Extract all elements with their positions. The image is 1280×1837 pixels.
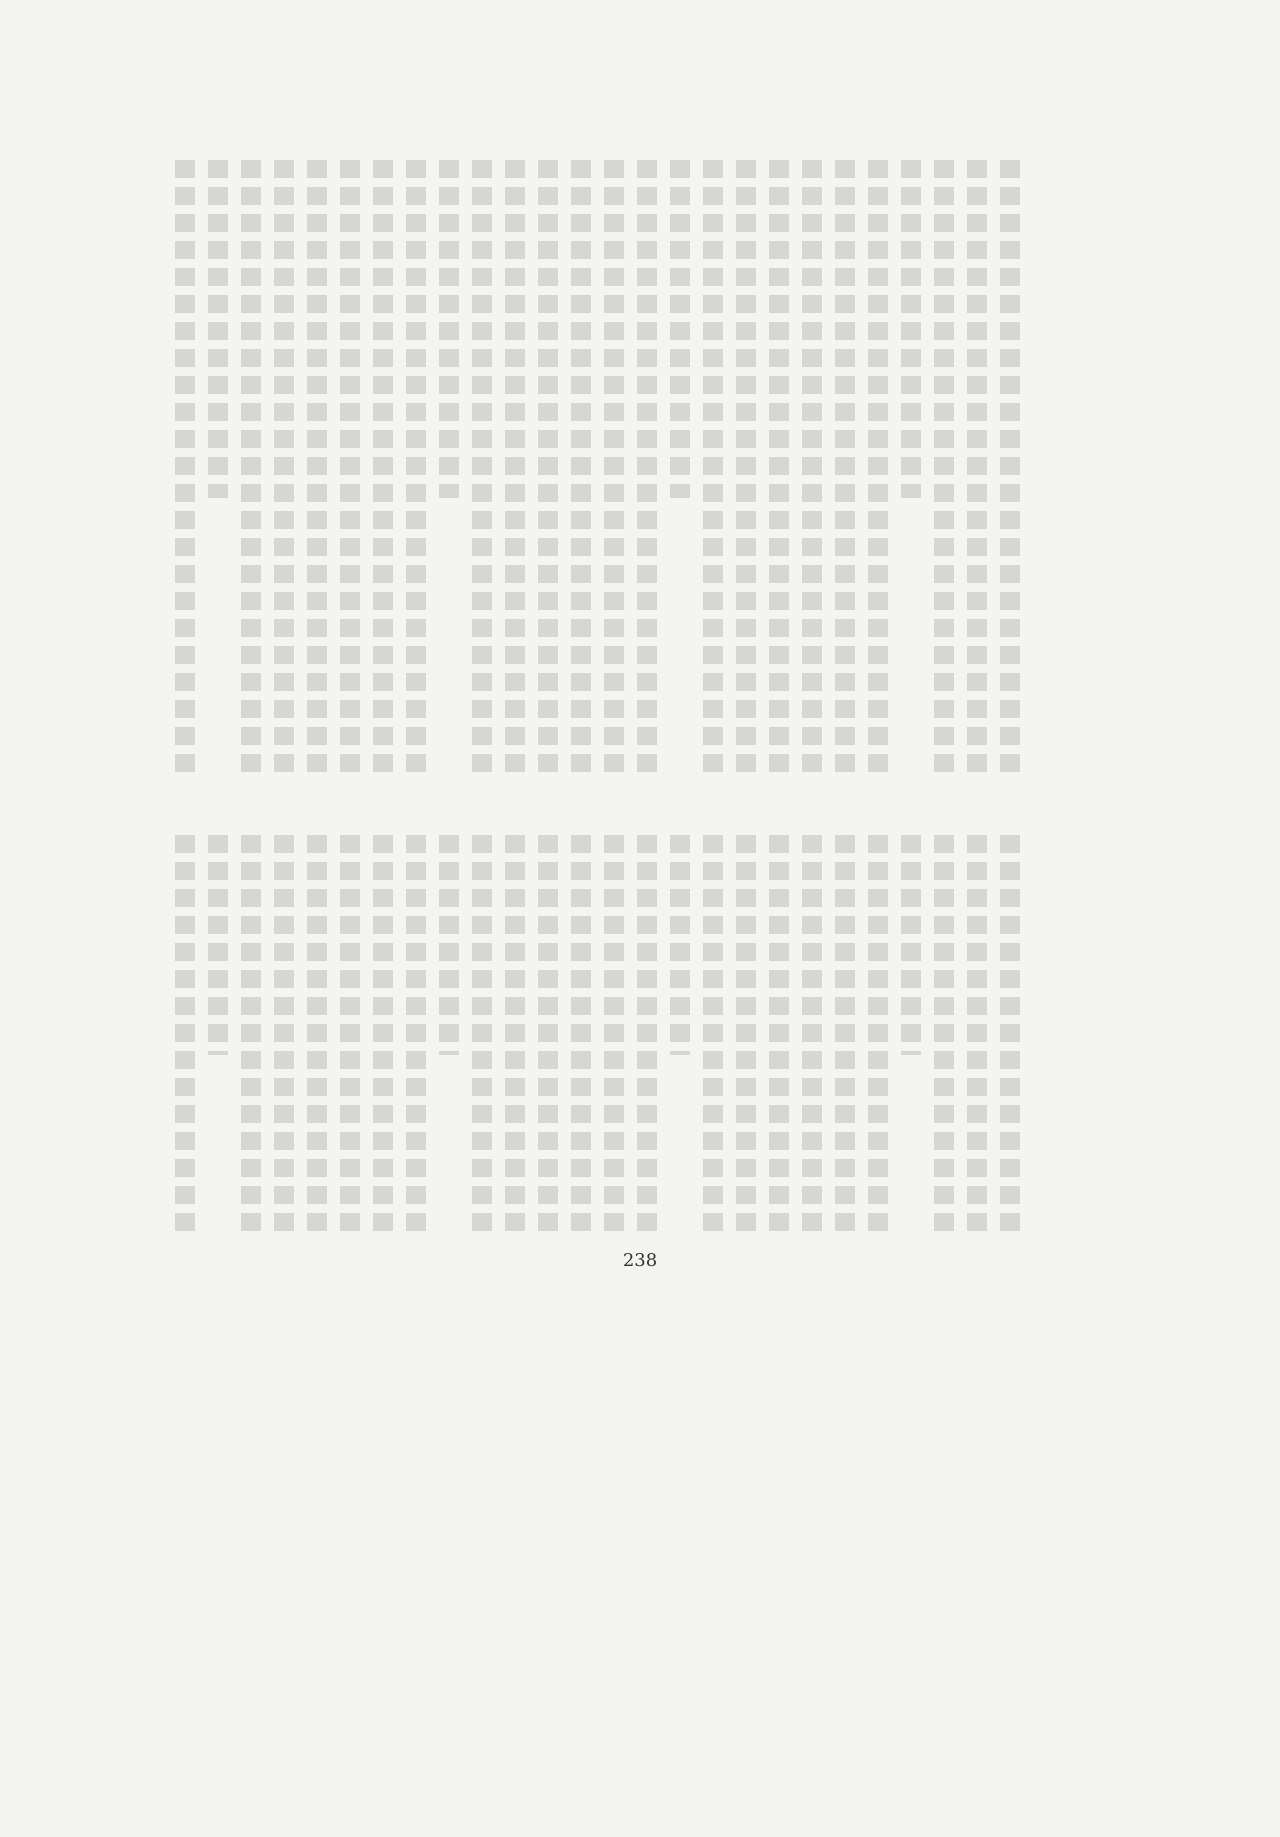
text-column (769, 160, 789, 775)
text-column (571, 835, 591, 1235)
text-column (637, 835, 657, 1235)
text-column (571, 160, 591, 775)
text-column (373, 835, 393, 1235)
text-column (472, 160, 492, 775)
text-column (637, 160, 657, 775)
text-column (835, 835, 855, 1235)
text-column (604, 160, 624, 775)
text-column (307, 835, 327, 1235)
text-column (439, 835, 459, 1055)
text-column (934, 160, 954, 775)
text-column (835, 160, 855, 775)
text-column (967, 160, 987, 775)
text-column (505, 160, 525, 775)
text-column (472, 835, 492, 1235)
text-column (1000, 160, 1020, 775)
text-column (670, 835, 690, 1055)
text-column (868, 160, 888, 775)
text-column (703, 160, 723, 775)
text-column (208, 160, 228, 498)
text-column (868, 835, 888, 1235)
text-column (538, 160, 558, 775)
text-column (901, 160, 921, 498)
text-column (769, 835, 789, 1235)
text-column (505, 835, 525, 1235)
text-column (274, 835, 294, 1235)
page-number: 238 (622, 1250, 658, 1271)
text-column (208, 835, 228, 1055)
text-column (1000, 835, 1020, 1235)
text-column (241, 835, 261, 1235)
lower-text-block (130, 835, 1020, 1235)
text-column (901, 835, 921, 1055)
text-column (670, 160, 690, 498)
text-column (439, 160, 459, 498)
text-column (703, 835, 723, 1235)
text-column (802, 835, 822, 1235)
text-column (307, 160, 327, 775)
text-column (373, 160, 393, 775)
text-column (340, 835, 360, 1235)
text-column (175, 835, 195, 1235)
text-column (406, 160, 426, 775)
text-column (736, 835, 756, 1235)
text-column (736, 160, 756, 775)
text-column (802, 160, 822, 775)
text-column (175, 160, 195, 775)
text-column (340, 160, 360, 775)
upper-text-block (130, 160, 1020, 775)
text-column (538, 835, 558, 1235)
text-column (934, 835, 954, 1235)
text-column (967, 835, 987, 1235)
text-column (274, 160, 294, 775)
text-column (604, 835, 624, 1235)
text-column (241, 160, 261, 775)
text-column (406, 835, 426, 1235)
